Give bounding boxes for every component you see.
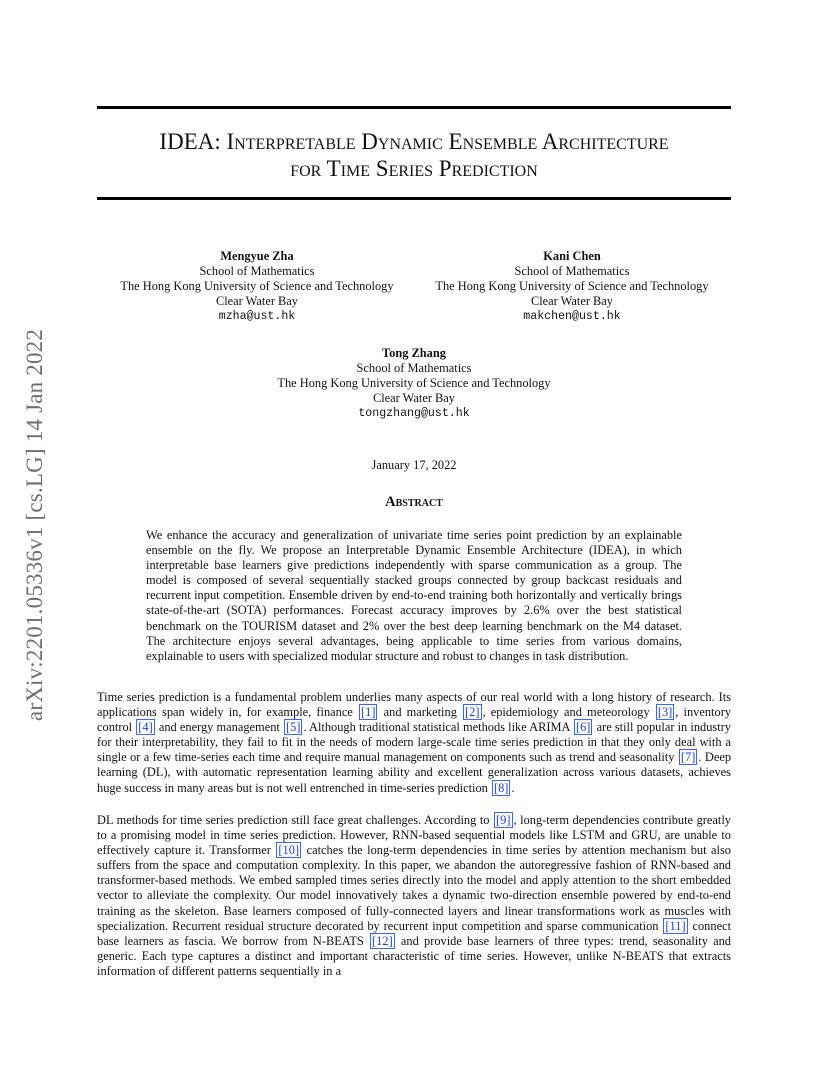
paragraph-text: DL methods for time series prediction still face great challenges. According to xyxy=(97,813,494,827)
citation-link[interactable]: [10] xyxy=(278,843,300,858)
citation-link[interactable]: [9] xyxy=(496,813,511,827)
author-univ: The Hong Kong University of Science and Technology xyxy=(120,279,394,293)
citation-link[interactable]: [4] xyxy=(138,720,153,735)
author-email[interactable]: tongzhang@ust.hk xyxy=(358,407,470,420)
paragraph-text: catches the long-term dependencies in time series by attention mechanism but also suffers from the space and computation complexity. In this paper, we abandon the autoregressive fashion of RNN-based and transformer-based methods. We embed sampled times series directly into the model and apply attention to the short embedded vector to alleviate the complexity. Our model innovatively takes a dynamic two-direction ensemble powered by end-to-end training as the skeleton. Base learners composed of fully-connected layers and linear transformations work as muscles with specialization. Recurrent residual structure decorated by recurrent input competition and sparse communication xyxy=(97,843,731,933)
title-bottom-rule xyxy=(97,197,731,200)
paragraph-text: and marketing xyxy=(378,705,463,720)
citation-link[interactable]: [3] xyxy=(657,705,673,720)
author-name: Kani Chen xyxy=(543,249,601,263)
paragraph-text: , long-term dependencies contribute greatly to a promising model in time series prediction. However, RNN-based sequential models like LSTM and GRU, are unable to effectively capture it. Transformer xyxy=(97,813,731,858)
author-dept: School of Mathematics xyxy=(356,361,472,375)
abstract-heading: Abstract xyxy=(385,494,443,510)
paragraph-text: and energy management xyxy=(155,720,283,735)
author-univ: The Hong Kong University of Science and Technology xyxy=(435,279,709,293)
author-block-1 xyxy=(107,249,407,324)
author-name: Mengyue Zha xyxy=(220,249,294,263)
paragraph-text: are still popular in industry for their interpretability, they fail to fit in the needs of modern large-scale time series prediction in that they only deal with a single or a few time-series each time and require manual management on components such as trend and seasonality xyxy=(97,720,731,765)
author-addr: Clear Water Bay xyxy=(530,294,614,308)
title-line-2: for Time Series Prediction xyxy=(290,156,538,181)
citation-link[interactable]: [1] xyxy=(361,705,376,720)
body-paragraph-2 xyxy=(97,813,731,979)
citation-link[interactable]: [6] xyxy=(575,720,591,735)
citation-link[interactable]: [11] xyxy=(665,918,686,933)
author-univ: The Hong Kong University of Science and Technology xyxy=(277,376,551,390)
paragraph-text: Time series prediction is a fundamental problem underlies many aspects of our real world with a long history of research. Its applications span widely in, for example, finance xyxy=(97,690,731,720)
paragraph-text: , inventory control xyxy=(97,705,732,735)
author-addr: Clear Water Bay xyxy=(215,294,299,308)
arxiv-sidebar-stamp xyxy=(20,290,50,760)
paragraph-text: and provide base learners of three types: trend, seasonality and generic. Each type captures a distinct and important characteristic of time series. However, unlike N-BEATS that extracts information of different patterns sequentially in a xyxy=(97,933,731,978)
abstract-text: We enhance the accuracy and generalization of univariate time series point prediction by an explainable ensemble on the fly. We propose an Interpretable Dynamic Ensemble Architecture (IDEA), in which interpretable base learners give predictions independently with sparse communication as a group. The model is composed of several sequentially stacked groups connected by group backcast residuals and recurrent input competition. Ensemble driven by end-to-end training both horizontally and vertically brings state-of-the-art (SOTA) performances. Forecast accuracy improves by 2.6% over the best statistical benchmark on the TOURISM dataset and 2% over the best deep learning benchmark on the M4 dataset. The architecture enjoys several advantages, being applicable to time series from various domains, explainable to users with specialized modular structure and robust to changes in task distribution. xyxy=(146,528,682,663)
author-dept: School of Mathematics xyxy=(514,264,630,278)
citation-link[interactable]: [2] xyxy=(465,705,480,720)
citation-link[interactable]: [7] xyxy=(680,750,696,765)
paper-title xyxy=(97,128,731,182)
citation-link[interactable]: [12] xyxy=(372,933,393,948)
author-email[interactable]: makchen@ust.hk xyxy=(523,310,621,323)
title-top-rule xyxy=(97,106,731,109)
author-block-2 xyxy=(422,249,722,324)
author-addr: Clear Water Bay xyxy=(372,391,456,405)
citation-link[interactable]: [8] xyxy=(493,780,509,795)
author-block-3 xyxy=(264,346,564,421)
title-line-1: IDEA: Interpretable Dynamic Ensemble Architecture xyxy=(159,129,669,154)
author-name: Tong Zhang xyxy=(382,346,446,360)
author-dept: School of Mathematics xyxy=(199,264,315,278)
paper-date: January 17, 2022 xyxy=(371,458,457,472)
citation-link[interactable]: [5] xyxy=(286,720,301,735)
author-email[interactable]: mzha@ust.hk xyxy=(218,310,296,323)
arxiv-id: arXiv:2201.05336v1 [cs.LG] 14 Jan 2022 xyxy=(22,328,47,722)
paragraph-text: connect base learners as fascia. We borrow from N-BEATS xyxy=(97,918,732,948)
paragraph-text: . xyxy=(511,780,515,795)
paragraph-text: . Although traditional statistical methods like ARIMA xyxy=(303,720,573,735)
body-paragraph-1 xyxy=(97,690,731,796)
paragraph-text: , epidemiology and meteorology xyxy=(482,705,655,720)
paragraph-text: . Deep learning (DL), with automatic representation learning ability and excellent generalization across various datasets, achieves huge success in many areas but is not well entrenched in time-series prediction xyxy=(97,750,732,795)
